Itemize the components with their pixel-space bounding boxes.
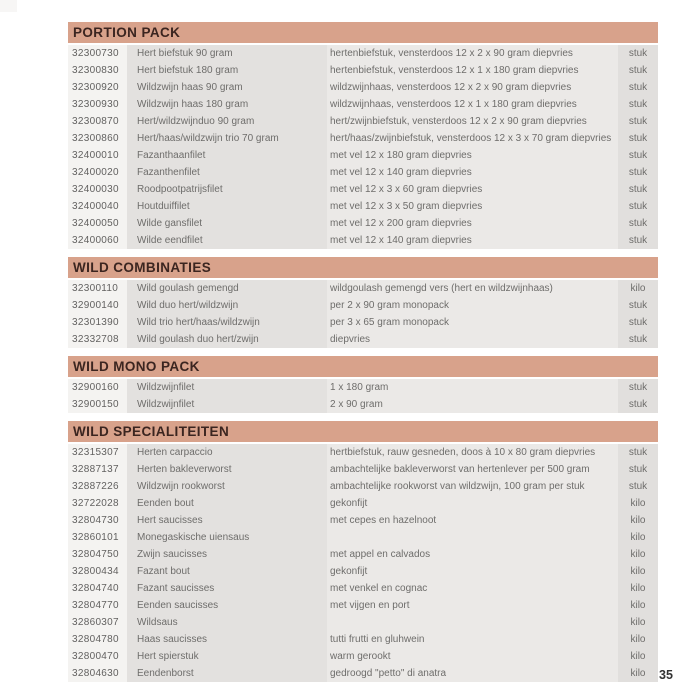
product-unit: kilo <box>618 529 658 546</box>
product-unit: kilo <box>618 563 658 580</box>
product-name: Wildsaus <box>127 614 327 631</box>
product-name: Zwijn saucisses <box>127 546 327 563</box>
product-name: Monegaskische uiensaus <box>127 529 327 546</box>
product-unit: kilo <box>618 512 658 529</box>
product-code: 32300870 <box>68 113 127 130</box>
product-name: Fazant saucisses <box>127 580 327 597</box>
product-name: Wild goulash duo hert/zwijn <box>127 331 327 348</box>
product-code: 32300110 <box>68 280 127 297</box>
table-row <box>68 563 658 580</box>
product-description: hertenbiefstuk, vensterdoos 12 x 1 x 180 gram diepvries <box>327 62 618 79</box>
product-description: hertenbiefstuk, vensterdoos 12 x 2 x 90 gram diepvries <box>327 45 618 62</box>
table-row <box>68 130 658 147</box>
product-description <box>327 614 618 631</box>
product-description: ambachtelijke rookworst van wildzwijn, 100 gram per stuk <box>327 478 618 495</box>
product-description: met vel 12 x 200 gram diepvries <box>327 215 618 232</box>
product-code: 32900160 <box>68 379 127 396</box>
product-unit: stuk <box>618 215 658 232</box>
product-name: Wildzwijn rookworst <box>127 478 327 495</box>
product-code: 32400050 <box>68 215 127 232</box>
table-row <box>68 597 658 614</box>
product-code: 32887137 <box>68 461 127 478</box>
product-unit: kilo <box>618 280 658 297</box>
product-code: 32400040 <box>68 198 127 215</box>
table-row <box>68 444 658 461</box>
product-description: per 3 x 65 gram monopack <box>327 314 618 331</box>
product-unit: kilo <box>618 495 658 512</box>
product-unit: stuk <box>618 130 658 147</box>
product-name: Wildzwijnfilet <box>127 379 327 396</box>
product-description: met venkel en cognac <box>327 580 618 597</box>
product-description: met cepes en hazelnoot <box>327 512 618 529</box>
product-code: 32300930 <box>68 96 127 113</box>
table-row <box>68 379 658 396</box>
product-name: Eendenborst <box>127 665 327 682</box>
table-row <box>68 45 658 62</box>
product-name: Fazant bout <box>127 563 327 580</box>
product-description: gedroogd "petto" di anatra <box>327 665 618 682</box>
catalog-section <box>68 257 658 348</box>
product-name: Roodpootpatrijsfilet <box>127 181 327 198</box>
product-unit: stuk <box>618 396 658 413</box>
product-unit: stuk <box>618 297 658 314</box>
product-code: 32804750 <box>68 546 127 563</box>
product-code: 32804780 <box>68 631 127 648</box>
table-row <box>68 198 658 215</box>
table-row <box>68 665 658 682</box>
product-name: Hert/wildzwijnduo 90 gram <box>127 113 327 130</box>
product-unit: stuk <box>618 232 658 249</box>
product-description: 1 x 180 gram <box>327 379 618 396</box>
table-row <box>68 529 658 546</box>
product-code: 32860307 <box>68 614 127 631</box>
section-header <box>68 257 658 278</box>
table-row <box>68 495 658 512</box>
product-name: Wildzwijn haas 90 gram <box>127 79 327 96</box>
table-row <box>68 62 658 79</box>
section-body <box>68 45 658 249</box>
product-unit: kilo <box>618 580 658 597</box>
product-description <box>327 529 618 546</box>
product-unit: kilo <box>618 665 658 682</box>
product-code: 32887226 <box>68 478 127 495</box>
table-row <box>68 181 658 198</box>
product-name: Wildzwijnfilet <box>127 396 327 413</box>
product-name: Wilde gansfilet <box>127 215 327 232</box>
product-unit: stuk <box>618 461 658 478</box>
product-code: 32900140 <box>68 297 127 314</box>
product-code: 32804630 <box>68 665 127 682</box>
product-description: wildzwijnhaas, vensterdoos 12 x 2 x 90 gram diepvries <box>327 79 618 96</box>
table-row <box>68 96 658 113</box>
product-unit: stuk <box>618 198 658 215</box>
product-code: 32860101 <box>68 529 127 546</box>
product-unit: stuk <box>618 45 658 62</box>
product-name: Fazanthaanfilet <box>127 147 327 164</box>
product-code: 32804730 <box>68 512 127 529</box>
table-row <box>68 331 658 348</box>
product-description: met vel 12 x 140 gram diepvries <box>327 164 618 181</box>
product-description: met vel 12 x 140 gram diepvries <box>327 232 618 249</box>
product-unit: stuk <box>618 164 658 181</box>
table-row <box>68 147 658 164</box>
product-unit: kilo <box>618 648 658 665</box>
product-unit: stuk <box>618 96 658 113</box>
section-body <box>68 379 658 413</box>
product-name: Eenden saucisses <box>127 597 327 614</box>
product-name: Wild duo hert/wildzwijn <box>127 297 327 314</box>
product-description: wildgoulash gemengd vers (hert en wildzwijnhaas) <box>327 280 618 297</box>
product-name: Fazanthenfilet <box>127 164 327 181</box>
product-name: Wildzwijn haas 180 gram <box>127 96 327 113</box>
table-row <box>68 461 658 478</box>
product-name: Wild trio hert/haas/wildzwijn <box>127 314 327 331</box>
product-name: Eenden bout <box>127 495 327 512</box>
table-row <box>68 113 658 130</box>
product-unit: kilo <box>618 597 658 614</box>
product-description: met appel en calvados <box>327 546 618 563</box>
product-code: 32804770 <box>68 597 127 614</box>
table-row <box>68 215 658 232</box>
product-description: per 2 x 90 gram monopack <box>327 297 618 314</box>
page-corner-mark <box>0 0 17 12</box>
product-name: Herten bakleverworst <box>127 461 327 478</box>
product-code: 32300920 <box>68 79 127 96</box>
table-row <box>68 232 658 249</box>
product-description: 2 x 90 gram <box>327 396 618 413</box>
product-name: Wilde eendfilet <box>127 232 327 249</box>
product-description: ambachtelijke bakleverworst van hertenlever per 500 gram <box>327 461 618 478</box>
table-row <box>68 478 658 495</box>
product-description: met vel 12 x 3 x 60 gram diepvries <box>327 181 618 198</box>
section-body <box>68 444 658 682</box>
product-unit: kilo <box>618 614 658 631</box>
product-unit: stuk <box>618 379 658 396</box>
product-name: Hert biefstuk 90 gram <box>127 45 327 62</box>
product-description: diepvries <box>327 331 618 348</box>
table-row <box>68 297 658 314</box>
product-unit: stuk <box>618 147 658 164</box>
product-unit: stuk <box>618 314 658 331</box>
section-title: WILD SPECIALITEITEN <box>73 424 230 439</box>
product-code: 32804740 <box>68 580 127 597</box>
product-name: Hert saucisses <box>127 512 327 529</box>
product-unit: stuk <box>618 62 658 79</box>
table-row <box>68 614 658 631</box>
product-unit: stuk <box>618 331 658 348</box>
product-code: 32800434 <box>68 563 127 580</box>
section-body <box>68 280 658 348</box>
product-code: 32301390 <box>68 314 127 331</box>
table-row <box>68 631 658 648</box>
table-row <box>68 580 658 597</box>
product-description: hert/haas/zwijnbiefstuk, vensterdoos 12 x 3 x 70 gram diepvries <box>327 130 618 147</box>
product-unit: stuk <box>618 113 658 130</box>
product-code: 32800470 <box>68 648 127 665</box>
product-code: 32300860 <box>68 130 127 147</box>
product-description: met vel 12 x 180 gram diepvries <box>327 147 618 164</box>
table-row <box>68 164 658 181</box>
product-unit: stuk <box>618 444 658 461</box>
section-header <box>68 356 658 377</box>
product-description: hert/zwijnbiefstuk, vensterdoos 12 x 2 x 90 gram diepvries <box>327 113 618 130</box>
catalog-section <box>68 356 658 413</box>
product-code: 32400020 <box>68 164 127 181</box>
product-code: 32315307 <box>68 444 127 461</box>
table-row <box>68 314 658 331</box>
product-code: 32400030 <box>68 181 127 198</box>
product-description: tutti frutti en gluhwein <box>327 631 618 648</box>
product-code: 32300830 <box>68 62 127 79</box>
product-unit: kilo <box>618 546 658 563</box>
product-description: met vijgen en port <box>327 597 618 614</box>
product-unit: stuk <box>618 181 658 198</box>
product-description: wildzwijnhaas, vensterdoos 12 x 1 x 180 gram diepvries <box>327 96 618 113</box>
table-row <box>68 396 658 413</box>
catalog-section <box>68 421 658 682</box>
table-row <box>68 546 658 563</box>
page-number: 35 <box>659 668 673 682</box>
product-name: Hert biefstuk 180 gram <box>127 62 327 79</box>
product-name: Hert/haas/wildzwijn trio 70 gram <box>127 130 327 147</box>
catalog <box>68 22 658 690</box>
product-unit: stuk <box>618 478 658 495</box>
product-description: gekonfijt <box>327 563 618 580</box>
catalog-section <box>68 22 658 249</box>
table-row <box>68 512 658 529</box>
product-name: Wild goulash gemengd <box>127 280 327 297</box>
product-description: met vel 12 x 3 x 50 gram diepvries <box>327 198 618 215</box>
product-name: Haas saucisses <box>127 631 327 648</box>
product-description: gekonfijt <box>327 495 618 512</box>
product-name: Herten carpaccio <box>127 444 327 461</box>
product-description: hertbiefstuk, rauw gesneden, doos à 10 x 80 gram diepvries <box>327 444 618 461</box>
table-row <box>68 648 658 665</box>
product-name: Hert spierstuk <box>127 648 327 665</box>
table-row <box>68 79 658 96</box>
section-title: WILD MONO PACK <box>73 359 200 374</box>
section-title: WILD COMBINATIES <box>73 260 212 275</box>
product-code: 32300730 <box>68 45 127 62</box>
product-name: Houtduiffilet <box>127 198 327 215</box>
section-header <box>68 22 658 43</box>
product-code: 32400010 <box>68 147 127 164</box>
product-code: 32900150 <box>68 396 127 413</box>
product-unit: stuk <box>618 79 658 96</box>
product-unit: kilo <box>618 631 658 648</box>
section-title: PORTION PACK <box>73 25 181 40</box>
product-description: warm gerookt <box>327 648 618 665</box>
table-row <box>68 280 658 297</box>
product-code: 32722028 <box>68 495 127 512</box>
product-code: 32332708 <box>68 331 127 348</box>
section-header <box>68 421 658 442</box>
product-code: 32400060 <box>68 232 127 249</box>
